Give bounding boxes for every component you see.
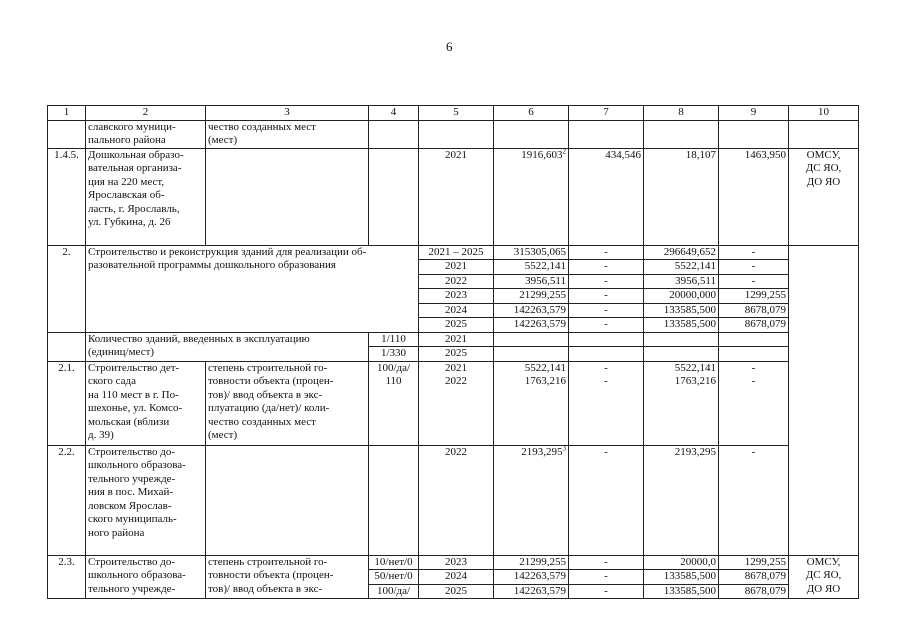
indicator-cell: степень строительной го- товности объекта (процен- тов)/ ввод объекта в экс- плуатацию (да/нет)/ коли- чество созданных мест (мест) <box>206 361 369 445</box>
page-number: 6 <box>446 39 453 54</box>
value-cell: 133585,500 <box>644 318 719 333</box>
total-cell: 21299,255 <box>494 555 569 570</box>
year-cell: 2021 <box>419 332 494 347</box>
year-cell: 2025 <box>419 318 494 333</box>
value-cell: - - <box>569 361 644 445</box>
col-header: 10 <box>789 106 859 121</box>
name-cell: славского муници- пального района <box>86 120 206 148</box>
section-row <box>48 245 859 260</box>
col-header: 9 <box>719 106 789 121</box>
table-row <box>48 361 859 445</box>
value-cell: - - <box>719 361 789 445</box>
value-cell: - <box>569 445 644 555</box>
value-cell: 8678,079 <box>719 570 789 585</box>
column-number-row <box>48 106 859 121</box>
value-cell: 8678,079 <box>719 318 789 333</box>
value-cell: - <box>719 445 789 555</box>
value-cell: 1299,255 <box>719 289 789 304</box>
year-cell: 2023 <box>419 555 494 570</box>
row-number: 2.2. <box>48 445 86 555</box>
table-row <box>48 120 859 148</box>
col-header: 1 <box>48 106 86 121</box>
value-cell: 434,546 <box>569 148 644 245</box>
year-cell: 2025 <box>419 584 494 599</box>
value-cell: - <box>569 289 644 304</box>
year-cell: 2024 <box>419 303 494 318</box>
value-cell: 1299,255 <box>719 555 789 570</box>
total-cell: 21299,255 <box>494 289 569 304</box>
year-cell: 2022 <box>419 445 494 555</box>
value-cell: - <box>569 274 644 289</box>
value-cell: 8678,079 <box>719 303 789 318</box>
total-cell: 2193,295$^3$ <box>494 445 569 555</box>
name-cell: Строительство дет- ского сада на 110 мест в г. По- шехонье, ул. Комсо- мольская (вблизи д. 39) <box>86 361 206 445</box>
value-cell: - <box>569 245 644 260</box>
indicator-row <box>48 332 859 347</box>
row-number: 2.3. <box>48 555 86 599</box>
row-number: 2.1. <box>48 361 86 445</box>
table-row <box>48 555 859 570</box>
indicator-value: 1/330 <box>369 347 419 362</box>
col-header: 5 <box>419 106 494 121</box>
name-cell: Строительство до- школьного образова- тельного учрежде- <box>86 555 206 599</box>
value-cell: 5522,141 1763,216 <box>644 361 719 445</box>
col-header: 7 <box>569 106 644 121</box>
indicator-value: 1/110 <box>369 332 419 347</box>
value-cell: 133585,500 <box>644 570 719 585</box>
value-cell: 20000,0 <box>644 555 719 570</box>
executor-cell: ОМСУ, ДС ЯО, ДО ЯО <box>789 555 859 599</box>
value-cell: 18,107 <box>644 148 719 245</box>
indicator-cell: чество созданных мест (мест) <box>206 120 369 148</box>
value-cell: 133585,500 <box>644 584 719 599</box>
indicator-value: 50/нет/0 <box>369 570 419 585</box>
indicator-label: Количество зданий, введенных в эксплуатацию (единиц/мест) <box>86 332 369 361</box>
value-cell: - <box>719 274 789 289</box>
total-cell: 5522,141 <box>494 260 569 275</box>
total-cell: 1916,603$^2$ <box>494 148 569 245</box>
row-number: 2. <box>48 245 86 332</box>
value-cell: 1463,950 <box>719 148 789 245</box>
year-cell: 2021 <box>419 260 494 275</box>
executor-cell: ОМСУ, ДС ЯО, ДО ЯО <box>789 148 859 245</box>
col-header: 3 <box>206 106 369 121</box>
section-title: Строительство и реконструкция зданий для реализации об- разовательной программы дошкольного образования <box>86 245 419 332</box>
indicator-value: 100/да/ 110 <box>369 361 419 445</box>
year-cell: 2024 <box>419 570 494 585</box>
total-cell: 315305,065 <box>494 245 569 260</box>
total-cell: 3956,511 <box>494 274 569 289</box>
name-cell: Дошкольная образо- вательная организа- ция на 220 мест, Ярославская об- ласть, г. Ярославль, ул. Губкина, д. 26 <box>86 148 206 245</box>
value-cell: - <box>569 570 644 585</box>
program-table <box>47 105 859 599</box>
value-cell: 20000,000 <box>644 289 719 304</box>
total-cell: 142263,579 <box>494 303 569 318</box>
value-cell: - <box>569 260 644 275</box>
name-cell: Строительство до- школьного образова- тельного учрежде- ния в пос. Михай- ловском Ярослав- ского муниципаль- ного района <box>86 445 206 555</box>
value-cell: - <box>569 318 644 333</box>
total-cell: 142263,579 <box>494 570 569 585</box>
row-number: 1.4.5. <box>48 148 86 245</box>
year-cell: 2021 <box>419 148 494 245</box>
col-header: 2 <box>86 106 206 121</box>
year-cell: 2021 – 2025 <box>419 245 494 260</box>
value-cell: - <box>569 303 644 318</box>
year-cell: 2021 2022 <box>419 361 494 445</box>
col-header: 4 <box>369 106 419 121</box>
year-cell: 2025 <box>419 347 494 362</box>
table-row <box>48 148 859 245</box>
value-cell: 296649,652 <box>644 245 719 260</box>
value-cell: - <box>569 584 644 599</box>
value-cell: 133585,500 <box>644 303 719 318</box>
total-cell: 142263,579 <box>494 584 569 599</box>
indicator-cell: степень строительной го- товности объекта (процен- тов)/ ввод объекта в экс- <box>206 555 369 599</box>
value-cell: 3956,511 <box>644 274 719 289</box>
value-cell: 8678,079 <box>719 584 789 599</box>
year-cell: 2022 <box>419 274 494 289</box>
value-cell: 5522,141 <box>644 260 719 275</box>
value-cell: - <box>719 260 789 275</box>
value-cell: - <box>569 555 644 570</box>
indicator-value: 100/да/ <box>369 584 419 599</box>
value-cell: - <box>719 245 789 260</box>
year-cell: 2023 <box>419 289 494 304</box>
value-cell: 2193,295 <box>644 445 719 555</box>
total-cell: 5522,141 1763,216 <box>494 361 569 445</box>
total-cell: 142263,579 <box>494 318 569 333</box>
indicator-value: 10/нет/0 <box>369 555 419 570</box>
table-row <box>48 445 859 555</box>
col-header: 6 <box>494 106 569 121</box>
col-header: 8 <box>644 106 719 121</box>
